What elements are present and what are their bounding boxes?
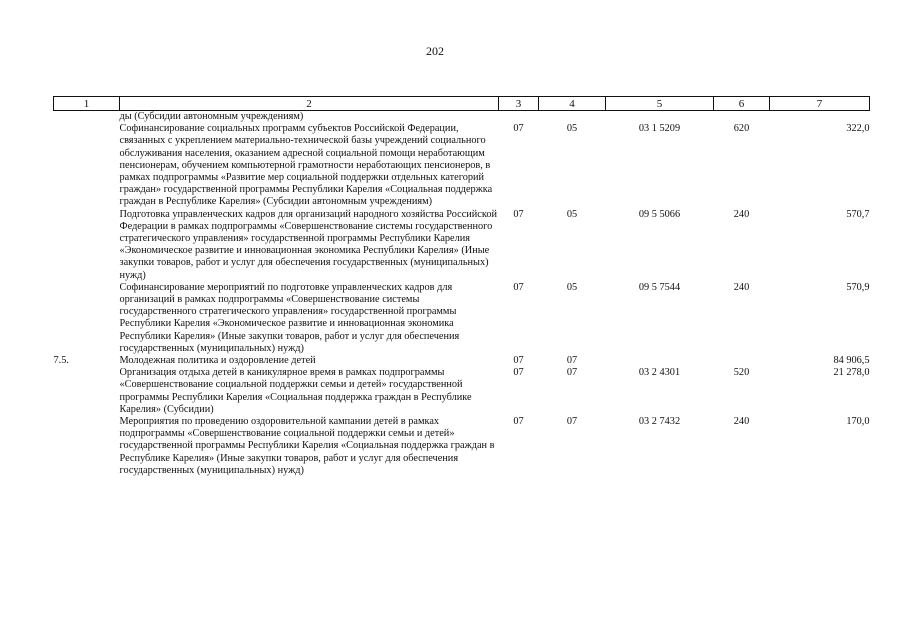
row-code (54, 367, 120, 416)
table-row (54, 111, 870, 124)
row-section: 07 (513, 208, 524, 220)
row-target-article (606, 355, 714, 367)
row-section: 07 (513, 123, 524, 135)
table-row (54, 209, 870, 282)
row-target-article: 09 5 5066 (638, 208, 681, 220)
row-amount: 322,0 (846, 123, 870, 135)
table-row (54, 123, 870, 208)
row-expense-type (714, 355, 770, 367)
row-section: 07 (513, 355, 524, 367)
row-expense-type (714, 111, 770, 124)
row-section: 07 (513, 416, 524, 428)
row-description: Организация отдыха детей в каникулярное время в рамках подпрограммы «Совершенствование социальной поддержки семьи и детей» государственной программы Республики Карелия «Социальная поддержка граждан в Республике Карелия» (Субсидии) (119, 367, 472, 415)
row-expense-type: 240 (733, 281, 750, 293)
row-expense-type: 240 (733, 208, 750, 220)
budget-table (53, 96, 870, 477)
column-header-6: 6 (714, 97, 770, 111)
row-description: Подготовка управленческих кадров для организаций народного хозяйства Российской Федерации в рамках подпрограммы «Совершенствование системы государственного стратегического управления» государственной программы Республики Карелия «Экономическое развитие и инновационная экономика Республики Карелия» (Иные закупки товаров, работ и услуг для обеспечения государственных (муниципальных) нужд) (119, 208, 498, 281)
row-expense-type: 620 (733, 123, 750, 135)
row-subsection: 07 (566, 416, 578, 428)
row-subsection: 05 (566, 208, 578, 220)
row-code (54, 282, 120, 355)
row-subsection: 05 (566, 281, 578, 293)
row-amount (770, 111, 870, 124)
row-description: Софинансирование мероприятий по подготовке управленческих кадров для организаций в рамках подпрограммы «Совершенствование системы государственного стратегического управления» государственной программы Республики Карелия «Экономическое развитие и инновационная экономика Республики Карелия» (Иные закупки товаров, работ и услуг для обеспечения государственных (муниципальных) нужд) (119, 281, 460, 354)
column-header-4: 4 (539, 97, 606, 111)
row-description: Софинансирование социальных программ субъектов Российской Федерации, связанных с укреплением материально-технической базы учреждений социального обслуживания населения, оказанием адресной социальной помощи неработающим пенсионерам, обучением компьютерной грамотности неработающих пенсионеров, в рамках подпрограммы «Развитие мер социальной поддержки отдельных категорий граждан» государственной программы Республики Карелия «Социальная поддержка граждан в Республике Карелия» (Субсидии автономным учреждениям) (119, 123, 493, 208)
row-target-article (606, 111, 714, 124)
row-target-article: 03 2 7432 (638, 416, 681, 428)
header-row (54, 97, 870, 111)
row-expense-type: 240 (733, 416, 750, 428)
column-header-3: 3 (499, 97, 539, 111)
row-code (54, 416, 120, 477)
row-section (499, 111, 539, 124)
row-code (54, 111, 120, 124)
row-code: 7.5. (53, 355, 69, 367)
column-header-1: 1 (54, 97, 120, 111)
column-header-2: 2 (120, 97, 499, 111)
row-section: 07 (513, 281, 524, 293)
row-amount: 170,0 (846, 416, 870, 428)
row-amount: 84 906,5 (833, 355, 870, 367)
column-header-5: 5 (606, 97, 714, 111)
row-description: Молодежная политика и оздоровление детей (119, 355, 316, 367)
row-amount: 570,9 (846, 281, 870, 293)
row-subsection (539, 111, 606, 124)
table-row (54, 355, 870, 367)
row-subsection: 07 (566, 367, 578, 379)
row-subsection: 05 (566, 123, 578, 135)
row-expense-type: 520 (733, 367, 750, 379)
column-header-7: 7 (770, 97, 870, 111)
row-amount: 570,7 (846, 208, 870, 220)
table-row (54, 282, 870, 355)
row-code (54, 209, 120, 282)
page-number: 202 (426, 44, 444, 58)
row-code (54, 123, 120, 208)
row-section: 07 (513, 367, 524, 379)
row-subsection: 07 (566, 355, 578, 367)
row-amount: 21 278,0 (833, 367, 870, 379)
row-target-article: 03 2 4301 (638, 367, 681, 379)
row-target-article: 09 5 7544 (638, 281, 681, 293)
table-row (54, 416, 870, 477)
row-target-article: 03 1 5209 (638, 123, 681, 135)
row-description: ды (Субсидии автономным учреждениям) (119, 111, 304, 122)
row-description: Мероприятия по проведению оздоровительной кампании детей в рамках подпрограммы «Совершенствование социальной поддержки семьи и детей» государственной программы Республики Карелия «Социальная поддержка граждан в Республике Карелия» (Иные закупки товаров, работ и услуг для обеспечения государственных (муниципальных) нужд) (119, 416, 495, 476)
table-row (54, 367, 870, 416)
